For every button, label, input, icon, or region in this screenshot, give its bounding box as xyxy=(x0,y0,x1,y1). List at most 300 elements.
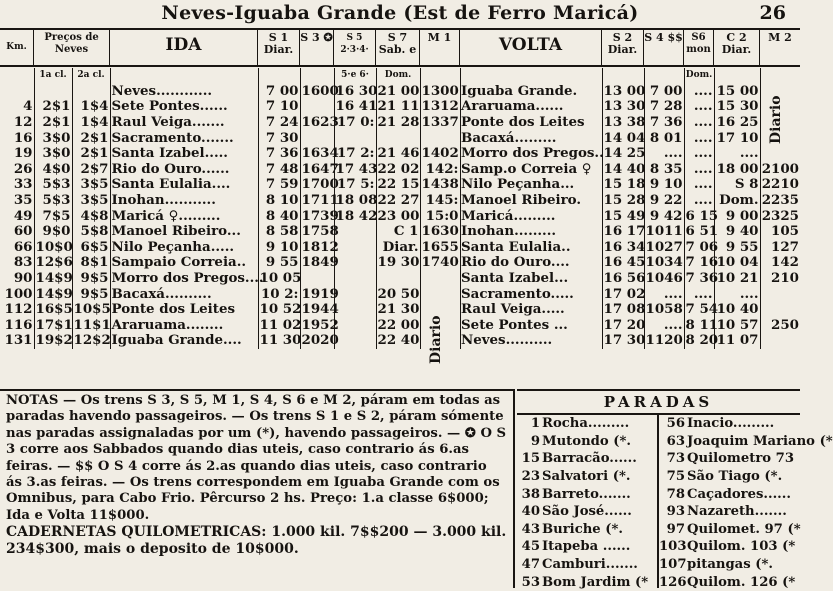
time-s6: 7 54 xyxy=(685,301,719,318)
time-s6: 8 20 xyxy=(685,332,719,349)
s6-sub-label: Dom. xyxy=(684,68,714,84)
volta-row xyxy=(460,255,800,271)
header-s3: S 3 ✪ xyxy=(300,29,334,67)
ida-row xyxy=(0,162,460,178)
time-c2: 15 00 xyxy=(714,84,760,100)
parada-km: 43 xyxy=(521,521,540,537)
time-c2: 9 40 xyxy=(714,224,760,240)
s4-sub xyxy=(644,68,684,84)
class-2-label: 2a cl. xyxy=(72,68,110,84)
time-s7 xyxy=(376,271,420,287)
price-1st-cell: 16$5 xyxy=(35,301,73,318)
header-s4: S 4 $$ xyxy=(644,29,684,67)
time-s1: 7 24 xyxy=(258,115,300,131)
parada-km: 23 xyxy=(521,469,540,485)
time-s1: 11 02 xyxy=(259,316,302,333)
time-s4: 9 42 xyxy=(644,208,684,224)
time-s6: 7 16 xyxy=(685,254,719,271)
station-name: Sete Pontes ... xyxy=(460,318,602,334)
price-1st-cell: 14$9 xyxy=(35,270,73,287)
price-1st-cell: 17$1 xyxy=(35,316,73,333)
time-c2: .... xyxy=(714,146,760,162)
time-m2: 142 xyxy=(771,254,799,271)
time-s6: 8 11 xyxy=(685,316,719,333)
time-s5: 17 0: xyxy=(334,115,376,131)
parada-name: São José...... xyxy=(542,504,632,520)
parada-km: 126 xyxy=(659,574,687,590)
time-s7: 22 02 xyxy=(377,160,420,177)
m2-sub xyxy=(760,68,800,84)
price-2nd-cell: 2$1 xyxy=(72,146,110,162)
ida-row xyxy=(0,208,460,224)
volta-table xyxy=(460,68,800,349)
time-s5: 17 43 xyxy=(335,160,378,177)
time-s5: 16 41 xyxy=(335,98,378,115)
notes-section xyxy=(0,389,515,588)
time-m1: 1655 xyxy=(421,238,459,255)
station-sub xyxy=(110,68,258,84)
station-name: Araruama........ xyxy=(110,318,258,334)
time-s6: 6 15 xyxy=(685,207,719,224)
time-c2: 9 00 xyxy=(714,208,760,224)
time-m2: 105 xyxy=(771,223,799,240)
station-name: Ponte dos Leites xyxy=(110,302,258,318)
time-s7: 22 40 xyxy=(377,332,420,349)
time-s2: 14 04 xyxy=(603,129,646,146)
time-s6: .... xyxy=(684,130,714,146)
time-s2: 13 38 xyxy=(603,114,646,131)
time-s3: 1647 xyxy=(301,160,339,177)
ida-row xyxy=(0,240,460,256)
time-s2: 15 49 xyxy=(603,207,646,224)
time-s1: 10 2: xyxy=(258,286,300,302)
time-s3: 1711 xyxy=(301,192,339,209)
time-s3: 1623 xyxy=(301,114,339,131)
price-2nd-cell: 3$5 xyxy=(72,177,110,193)
station-name: Sampaio Correia.. xyxy=(110,255,258,271)
time-s2: 17 20 xyxy=(603,316,646,333)
time-s2: 13 00 xyxy=(603,82,646,99)
header-km: Km. xyxy=(0,29,34,67)
c2-sub xyxy=(714,68,760,84)
time-s7: Diar. xyxy=(376,240,420,256)
time-s2: 14 25 xyxy=(603,145,646,162)
time-c2: 10 04 xyxy=(714,255,760,271)
parada-km: 15 xyxy=(521,451,540,467)
price-1st-cell: 3$0 xyxy=(34,130,72,146)
time-m1: 145: xyxy=(420,193,460,209)
time-s2: 15 18 xyxy=(603,176,646,193)
station-name: Morro dos Pregos.. xyxy=(461,145,604,162)
header-s5: S 5 2·3·4· xyxy=(334,29,376,67)
s3-sub xyxy=(300,68,334,84)
volta-row xyxy=(460,240,800,256)
time-m2: 210 xyxy=(771,270,799,287)
km-cell: 60 xyxy=(0,224,34,240)
time-s3: 1700 xyxy=(301,176,339,193)
station-name: Neves............ xyxy=(110,84,258,100)
price-2nd-cell: 4$8 xyxy=(72,208,110,224)
price-2nd-cell: 6$5 xyxy=(72,240,110,256)
time-s3 xyxy=(300,99,334,115)
parada-km: 1 xyxy=(530,416,540,432)
m1-sub xyxy=(420,68,460,84)
time-s4: 1046 xyxy=(645,270,683,287)
time-s4: 7 36 xyxy=(644,115,684,131)
time-s2: 17 08 xyxy=(603,301,646,318)
time-s2: 17 02 xyxy=(603,285,646,302)
time-s2: 16 56 xyxy=(603,270,646,287)
time-s6: .... xyxy=(684,84,714,100)
km-cell: 100 xyxy=(0,286,34,302)
time-s1: 7 36 xyxy=(258,146,300,162)
time-m1: 1630 xyxy=(421,223,459,240)
page-title: Neves-Iguaba Grande (Est de Ferro Maricá) xyxy=(161,2,639,24)
parada-km: 56 xyxy=(666,416,685,432)
volta-row xyxy=(460,224,800,240)
km-cell: 33 xyxy=(0,177,34,193)
station-name: Maricá ♀......... xyxy=(110,208,258,224)
time-s5 xyxy=(334,302,376,318)
time-s6: .... xyxy=(684,115,714,131)
time-s2: 16 34 xyxy=(603,238,646,255)
station-name: Araruama...... xyxy=(460,99,602,115)
price-1st-cell: 12$6 xyxy=(35,254,73,271)
time-s3: 1600 xyxy=(301,82,339,99)
price-1st-cell: 2$1 xyxy=(34,99,72,115)
header-s2: S 2 Diar. xyxy=(602,29,644,67)
time-m1 xyxy=(420,130,460,146)
ida-row xyxy=(0,255,460,271)
volta-row xyxy=(460,208,800,224)
km-cell: 26 xyxy=(0,162,34,178)
parada-name: Quilom. 126 (* xyxy=(687,574,796,590)
title-bar xyxy=(0,0,800,30)
time-s7: 22 00 xyxy=(377,316,420,333)
station-name: Rio do Ouro...... xyxy=(110,162,258,178)
price-2nd-cell: 12$2 xyxy=(73,332,111,349)
price-1st-cell: 10$0 xyxy=(35,238,73,255)
parada-name: Bom Jardim (* xyxy=(542,574,649,590)
parada-km: 73 xyxy=(666,451,685,467)
station-name: Sacramento..... xyxy=(460,286,602,302)
time-m1: 1438 xyxy=(421,176,459,193)
time-m2: 127 xyxy=(771,238,799,255)
station-name: Santa Izabel... xyxy=(460,271,602,287)
price-2nd-cell: 2$1 xyxy=(72,130,110,146)
parada-km: 53 xyxy=(521,574,540,590)
time-m1: 1740 xyxy=(421,254,459,271)
header-s6: S6 mon xyxy=(684,29,714,67)
time-s2: 15 28 xyxy=(603,192,646,209)
volta-row xyxy=(460,99,800,115)
volta-row xyxy=(460,333,800,349)
time-s6: .... xyxy=(684,286,714,302)
time-s7: 19 30 xyxy=(377,254,420,271)
header-s7: S 7 Sab. e xyxy=(376,29,420,67)
parada-km: 47 xyxy=(521,557,540,573)
time-s6: .... xyxy=(684,162,714,178)
station-name: Rio do Ouro.... xyxy=(460,255,602,271)
notes-paragraph: NOTAS — Os trens S 3, S 5, M 1, S 4, S 6 e M 2, páram em todas as paradas havendo passageiros. — Os trens S 1 e S 2, páram sómente nas paradas assignaladas por um (*), havendo passageiros. — ✪ O S 3 corre aos Sabbados quando dias uteis, caso contrario ás 6.as feiras. — $$ O S 4 corre ás 2.as quando dias uteis, caso contrario ás 3.as feiras. — Os trens correspondem em Iguaba Grande com os Omnibus, para Cabo Frio. Pêrcurso 2 hs. Preço: 1.a classe 6$000; Ida e Volta 11$000. xyxy=(6,393,507,523)
time-c2: Dom. xyxy=(714,193,760,209)
time-s7: 21 30 xyxy=(377,301,420,318)
km-cell: 4 xyxy=(0,99,34,115)
time-s1: 7 10 xyxy=(258,99,300,115)
time-s6: .... xyxy=(684,177,714,193)
header-ida: IDA xyxy=(110,29,258,67)
s7-sub-label: Dom. xyxy=(376,68,420,84)
price-1st-cell: 2$1 xyxy=(34,115,72,131)
parada-km: 63 xyxy=(666,433,685,449)
km-cell: 12 xyxy=(0,115,34,131)
time-m2: 2210 xyxy=(761,176,799,193)
parada-km: 45 xyxy=(521,539,540,555)
price-2nd-cell: 10$5 xyxy=(73,301,111,318)
time-c2: 18 00 xyxy=(714,162,760,178)
time-s4: 1027 xyxy=(645,238,683,255)
station-name: Maricá......... xyxy=(460,208,602,224)
time-m1: 1300 xyxy=(421,82,459,99)
time-s2: 16 17 xyxy=(603,223,646,240)
time-m2 xyxy=(760,302,800,318)
km-cell: 83 xyxy=(0,255,34,271)
volta-row xyxy=(460,115,800,131)
volta-row xyxy=(460,84,800,100)
parada-km: 9 xyxy=(530,433,540,449)
time-m2: 2235 xyxy=(761,192,799,209)
parada-name: Salvatori (*. xyxy=(542,469,631,485)
time-s4: 7 00 xyxy=(644,84,684,100)
time-s5: 18 08 xyxy=(335,192,378,209)
parada-name: Camburi....... xyxy=(542,557,638,573)
time-s3 xyxy=(300,130,334,146)
time-c2: 16 25 xyxy=(714,115,760,131)
km-cell: 131 xyxy=(0,333,34,349)
volta-row xyxy=(460,302,800,318)
volta-row xyxy=(460,177,800,193)
time-m2: 2100 xyxy=(761,160,799,177)
station-name: Nilo Peçanha... xyxy=(460,177,602,193)
station-name: Manoel Ribeiro. xyxy=(460,193,602,209)
time-c2: 10 57 xyxy=(714,318,760,334)
price-2nd-cell: 5$8 xyxy=(72,224,110,240)
time-s2: 17 30 xyxy=(603,332,646,349)
ida-row xyxy=(0,146,460,162)
ida-row xyxy=(0,302,460,318)
time-s6: .... xyxy=(684,146,714,162)
time-s6: 7 36 xyxy=(685,270,719,287)
time-s4: 1034 xyxy=(645,254,683,271)
time-s4: .... xyxy=(644,146,684,162)
time-s1: 10 52 xyxy=(259,301,302,318)
time-m1 xyxy=(420,271,460,287)
time-s5 xyxy=(334,255,376,271)
time-s3: 2020 xyxy=(301,332,339,349)
station-name: Raul Veiga..... xyxy=(460,302,602,318)
parada-name: Quilometro 73 xyxy=(687,451,795,467)
time-c2: .... xyxy=(714,286,760,302)
time-c2: 17 10 xyxy=(714,130,760,146)
price-1st-cell: 4$0 xyxy=(34,162,72,178)
km-cell: 112 xyxy=(0,302,34,318)
price-1st-cell: 7$5 xyxy=(34,208,72,224)
km-cell: 16 xyxy=(0,130,34,146)
header-m2: M 2 xyxy=(768,31,792,44)
time-s5: 18 42 xyxy=(335,207,378,224)
time-s5 xyxy=(334,318,376,334)
station-name: Sete Pontes...... xyxy=(110,99,258,115)
station-name: Sacramento....... xyxy=(110,130,258,146)
station-name: Santa Izabel..... xyxy=(110,146,258,162)
time-m1: 1337 xyxy=(421,114,459,131)
volta-row xyxy=(460,146,800,162)
time-s7: 22 27 xyxy=(377,192,420,209)
station-name: Bacaxá......... xyxy=(460,130,602,146)
time-s1: 11 30 xyxy=(259,332,302,349)
time-s1: 7 48 xyxy=(258,162,300,178)
parada-km: 97 xyxy=(666,521,685,537)
time-s7: C 1 xyxy=(376,224,420,240)
time-s4: 9 22 xyxy=(644,193,684,209)
time-s4: 1011 xyxy=(645,223,683,240)
time-s1: 10 05 xyxy=(259,270,302,287)
time-s1: 7 00 xyxy=(258,84,300,100)
time-s1: 8 58 xyxy=(258,224,300,240)
paradas-divider xyxy=(657,413,659,588)
time-s3: 1849 xyxy=(301,254,339,271)
km-cell: 116 xyxy=(0,318,34,334)
volta-row xyxy=(460,286,800,302)
time-s1: 8 40 xyxy=(258,208,300,224)
price-2nd-cell: 1$4 xyxy=(72,115,110,131)
station-name: Raul Veiga....... xyxy=(110,115,258,131)
time-s4: 9 10 xyxy=(644,177,684,193)
time-s1: 8 10 xyxy=(258,193,300,209)
km-sub xyxy=(0,68,34,84)
time-c2: S 8 xyxy=(714,177,760,193)
time-s6: .... xyxy=(684,193,714,209)
time-s4: .... xyxy=(644,318,684,334)
time-s5: 16 30 xyxy=(335,82,378,99)
km-cell xyxy=(0,84,34,100)
price-2nd-cell xyxy=(72,84,110,100)
price-1st-cell: 3$0 xyxy=(34,146,72,162)
time-s3: 1739 xyxy=(301,207,339,224)
time-s5 xyxy=(334,240,376,256)
volta-row xyxy=(460,271,800,287)
station-name: Iguaba Grande. xyxy=(460,84,602,100)
time-c2: 10 40 xyxy=(714,302,760,318)
time-s7: 23 00 xyxy=(377,207,420,224)
header-m1: M 1 xyxy=(420,29,460,67)
price-1st-cell: 5$3 xyxy=(34,193,72,209)
s2-sub xyxy=(602,68,644,84)
ida-row xyxy=(0,115,460,131)
time-s5 xyxy=(334,286,376,302)
time-s5 xyxy=(334,224,376,240)
price-2nd-cell: 3$5 xyxy=(72,193,110,209)
km-cell: 19 xyxy=(0,146,34,162)
parada-km: 107 xyxy=(659,557,687,573)
time-m1: 1312 xyxy=(421,98,459,115)
time-s7 xyxy=(376,130,420,146)
volta-row xyxy=(460,318,800,334)
ida-row xyxy=(0,333,460,349)
ida-row xyxy=(0,130,460,146)
ida-row xyxy=(0,271,460,287)
parada-km: 38 xyxy=(521,486,540,502)
parada-name: Buriche (*. xyxy=(542,521,624,537)
header-precos: Preços de Neves xyxy=(34,29,110,67)
time-s7: 21 46 xyxy=(377,145,420,162)
time-s3 xyxy=(300,271,334,287)
time-s4: .... xyxy=(644,286,684,302)
price-2nd-cell: 11$1 xyxy=(73,316,111,333)
station-name: Manoel Ribeiro... xyxy=(110,224,258,240)
time-s4: 1058 xyxy=(645,301,683,318)
time-c2: 11 07 xyxy=(714,333,760,349)
time-m2: 2325 xyxy=(761,207,799,224)
time-s4: 8 01 xyxy=(644,130,684,146)
time-s3: 1758 xyxy=(301,223,339,240)
price-1st-cell: 19$2 xyxy=(35,332,73,349)
parada-name: Caçadores...... xyxy=(687,486,791,502)
km-cell: 90 xyxy=(0,271,34,287)
parada-name: Inacio......... xyxy=(687,416,775,432)
price-2nd-cell: 1$4 xyxy=(72,99,110,115)
time-s2: 14 40 xyxy=(603,160,646,177)
station-name: Santa Eulalia.. xyxy=(460,240,602,256)
time-s1: 9 55 xyxy=(258,255,300,271)
time-s5 xyxy=(334,271,376,287)
page-number: 26 xyxy=(759,2,786,24)
price-1st-cell: 14$9 xyxy=(35,285,73,302)
ida-row xyxy=(0,286,460,302)
parada-name: Barracão...... xyxy=(542,451,637,467)
ida-subheader-row xyxy=(0,68,460,84)
m1-diario-label: Diario xyxy=(428,315,444,365)
station-name: Santa Eulalia.... xyxy=(110,177,258,193)
ida-table xyxy=(0,68,461,349)
parada-name: São Tiago (*. xyxy=(687,469,783,485)
parada-name: Nazareth....... xyxy=(687,504,787,520)
time-s1: 9 10 xyxy=(258,240,300,256)
header-c2: C 2 Diar. xyxy=(714,29,760,67)
time-s4: 7 28 xyxy=(644,99,684,115)
paradas-title: PARADAS xyxy=(517,391,800,415)
price-2nd-cell: 9$5 xyxy=(72,286,110,302)
parada-name: Joaquim Mariano (* xyxy=(687,433,833,449)
ida-row xyxy=(0,224,460,240)
parada-name: pitangas (*. xyxy=(687,557,773,573)
header-s1: S 1 Diar. xyxy=(258,29,300,67)
km-cell: 66 xyxy=(0,240,34,256)
station-name: Samp.o Correia ♀ xyxy=(460,162,602,178)
time-m1: 15:0 xyxy=(420,208,460,224)
parada-name: Barreto....... xyxy=(542,486,631,502)
time-s3: 1952 xyxy=(301,316,339,333)
time-m2 xyxy=(760,333,800,349)
parada-name: Mutondo (*. xyxy=(542,433,631,449)
station-name: Neves.......... xyxy=(460,333,602,349)
volta-row xyxy=(460,130,800,146)
price-1st-cell: 5$3 xyxy=(34,177,72,193)
parada-km: 103 xyxy=(659,539,687,555)
parada-name: Quilom. 103 (* xyxy=(687,539,796,555)
time-s3: 1919 xyxy=(301,285,339,302)
time-s2: 16 45 xyxy=(603,254,646,271)
